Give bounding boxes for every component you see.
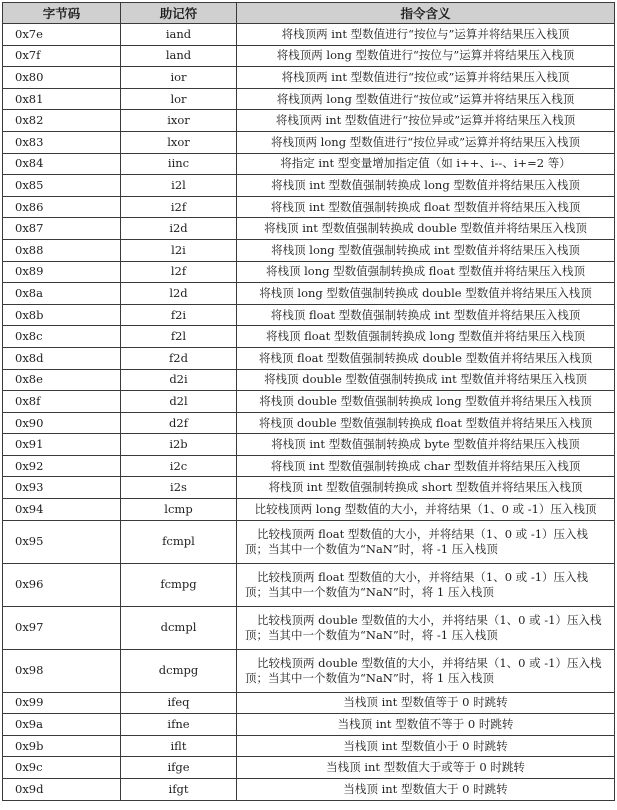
table-row [3, 779, 615, 801]
meaning-cell: 比较栈顶两 double 型数值的大小，并将结果（1、0 或 -1）压入栈顶；当其中一个数值为“NaN”时，将 1 压入栈顶 [237, 649, 615, 692]
bytecode-cell: 0x7f [3, 45, 121, 67]
header-meaning: 指令含义 [237, 3, 615, 24]
bytecode-cell: 0x88 [3, 239, 121, 261]
bytecode-cell: 0x94 [3, 499, 121, 521]
mnemonic-cell: i2f [121, 196, 237, 218]
meaning-cell: 将栈顶 int 型数值强制转换成 short 型数值并将结果压入栈顶 [237, 477, 615, 499]
table-row [3, 649, 615, 692]
bytecode-cell: 0x99 [3, 692, 121, 714]
mnemonic-cell: l2f [121, 261, 237, 283]
meaning-cell: 将栈顶 double 型数值强制转换成 int 型数值并将结果压入栈顶 [237, 369, 615, 391]
bytecode-cell: 0x91 [3, 434, 121, 456]
header-bytecode: 字节码 [3, 3, 121, 24]
table-row [3, 304, 615, 326]
mnemonic-cell: ifeq [121, 692, 237, 714]
table-row [3, 714, 615, 736]
table-row [3, 606, 615, 649]
bytecode-cell: 0x89 [3, 261, 121, 283]
bytecode-cell: 0x98 [3, 649, 121, 692]
meaning-cell: 将栈顶 double 型数值强制转换成 long 型数值并将结果压入栈顶 [237, 391, 615, 413]
mnemonic-cell: iand [121, 24, 237, 46]
bytecode-cell: 0x86 [3, 196, 121, 218]
meaning-cell: 将栈顶 double 型数值强制转换成 float 型数值并将结果压入栈顶 [237, 412, 615, 434]
mnemonic-cell: dcmpl [121, 606, 237, 649]
mnemonic-cell: fcmpg [121, 563, 237, 606]
mnemonic-cell: lxor [121, 131, 237, 153]
bytecode-cell: 0x7e [3, 24, 121, 46]
mnemonic-cell: d2l [121, 391, 237, 413]
meaning-cell: 将栈顶 float 型数值强制转换成 double 型数值并将结果压入栈顶 [237, 347, 615, 369]
meaning-cell: 当栈顶 int 型数值大于或等于 0 时跳转 [237, 757, 615, 779]
bytecode-cell: 0x8b [3, 304, 121, 326]
bytecode-cell: 0x8c [3, 326, 121, 348]
table-row [3, 88, 615, 110]
table-row [3, 499, 615, 521]
header-mnemonic: 助记符 [121, 3, 237, 24]
bytecode-instruction-table-page [2, 2, 614, 801]
mnemonic-cell: ifge [121, 757, 237, 779]
table-row [3, 261, 615, 283]
mnemonic-cell: dcmpg [121, 649, 237, 692]
meaning-cell: 将栈顶两 long 型数值进行“按位与”运算并将结果压入栈顶 [237, 45, 615, 67]
meaning-cell: 将栈顶 int 型数值强制转换成 char 型数值并将结果压入栈顶 [237, 455, 615, 477]
table-row [3, 735, 615, 757]
mnemonic-cell: ifne [121, 714, 237, 736]
table-row [3, 239, 615, 261]
bytecode-cell: 0x83 [3, 131, 121, 153]
mnemonic-cell: i2b [121, 434, 237, 456]
table-row [3, 412, 615, 434]
mnemonic-cell: iinc [121, 153, 237, 175]
meaning-cell: 将栈顶 float 型数值强制转换成 int 型数值并将结果压入栈顶 [237, 304, 615, 326]
meaning-cell: 将栈顶两 int 型数值进行“按位或”运算并将结果压入栈顶 [237, 67, 615, 89]
table-row [3, 434, 615, 456]
table-row [3, 326, 615, 348]
meaning-cell: 将栈顶两 long 型数值进行“按位或”运算并将结果压入栈顶 [237, 88, 615, 110]
meaning-cell: 将栈顶 int 型数值强制转换成 float 型数值并将结果压入栈顶 [237, 196, 615, 218]
bytecode-cell: 0x9c [3, 757, 121, 779]
bytecode-cell: 0x92 [3, 455, 121, 477]
meaning-cell: 将栈顶 long 型数值强制转换成 int 型数值并将结果压入栈顶 [237, 239, 615, 261]
mnemonic-cell: i2s [121, 477, 237, 499]
table-row [3, 391, 615, 413]
table-row [3, 757, 615, 779]
bytecode-cell: 0x90 [3, 412, 121, 434]
mnemonic-cell: f2i [121, 304, 237, 326]
table-row [3, 175, 615, 197]
table-row [3, 67, 615, 89]
mnemonic-cell: land [121, 45, 237, 67]
table-row [3, 455, 615, 477]
bytecode-cell: 0x9b [3, 735, 121, 757]
bytecode-cell: 0x8e [3, 369, 121, 391]
bytecode-cell: 0x9a [3, 714, 121, 736]
bytecode-cell: 0x80 [3, 67, 121, 89]
bytecode-cell: 0x8d [3, 347, 121, 369]
meaning-cell: 当栈顶 int 型数值等于 0 时跳转 [237, 692, 615, 714]
bytecode-cell: 0x82 [3, 110, 121, 132]
table-body [3, 24, 615, 801]
bytecode-cell: 0x8f [3, 391, 121, 413]
mnemonic-cell: l2i [121, 239, 237, 261]
table-row [3, 153, 615, 175]
bytecode-cell: 0x87 [3, 218, 121, 240]
bytecode-cell: 0x93 [3, 477, 121, 499]
bytecode-instruction-table [2, 2, 615, 801]
meaning-cell: 将栈顶两 int 型数值进行“按位异或”运算并将结果压入栈顶 [237, 110, 615, 132]
meaning-cell: 当栈顶 int 型数值不等于 0 时跳转 [237, 714, 615, 736]
table-row [3, 196, 615, 218]
table-header [3, 3, 615, 24]
bytecode-cell: 0x9d [3, 779, 121, 801]
table-row [3, 520, 615, 563]
mnemonic-cell: d2f [121, 412, 237, 434]
table-row [3, 692, 615, 714]
mnemonic-cell: lcmp [121, 499, 237, 521]
bytecode-cell: 0x96 [3, 563, 121, 606]
table-row [3, 563, 615, 606]
mnemonic-cell: iflt [121, 735, 237, 757]
table-row [3, 24, 615, 46]
meaning-cell: 将指定 int 型变量增加指定值（如 i++、i--、i+=2 等） [237, 153, 615, 175]
mnemonic-cell: l2d [121, 283, 237, 305]
meaning-cell: 将栈顶 float 型数值强制转换成 long 型数值并将结果压入栈顶 [237, 326, 615, 348]
meaning-cell: 将栈顶 long 型数值强制转换成 float 型数值并将结果压入栈顶 [237, 261, 615, 283]
meaning-cell: 比较栈顶两 double 型数值的大小，并将结果（1、0 或 -1）压入栈顶；当其中一个数值为“NaN”时，将 -1 压入栈顶 [237, 606, 615, 649]
mnemonic-cell: ixor [121, 110, 237, 132]
bytecode-cell: 0x81 [3, 88, 121, 110]
table-row [3, 45, 615, 67]
mnemonic-cell: fcmpl [121, 520, 237, 563]
meaning-cell: 比较栈顶两 long 型数值的大小，并将结果（1、0 或 -1）压入栈顶 [237, 499, 615, 521]
meaning-cell: 当栈顶 int 型数值大于 0 时跳转 [237, 779, 615, 801]
mnemonic-cell: i2l [121, 175, 237, 197]
meaning-cell: 将栈顶 int 型数值强制转换成 double 型数值并将结果压入栈顶 [237, 218, 615, 240]
meaning-cell: 将栈顶两 int 型数值进行“按位与”运算并将结果压入栈顶 [237, 24, 615, 46]
mnemonic-cell: i2c [121, 455, 237, 477]
meaning-cell: 将栈顶 long 型数值强制转换成 double 型数值并将结果压入栈顶 [237, 283, 615, 305]
bytecode-cell: 0x85 [3, 175, 121, 197]
meaning-cell: 比较栈顶两 float 型数值的大小，并将结果（1、0 或 -1）压入栈顶；当其中一个数值为“NaN”时，将 1 压入栈顶 [237, 563, 615, 606]
table-row [3, 131, 615, 153]
mnemonic-cell: i2d [121, 218, 237, 240]
meaning-cell: 比较栈顶两 float 型数值的大小，并将结果（1、0 或 -1）压入栈顶；当其中一个数值为“NaN”时，将 -1 压入栈顶 [237, 520, 615, 563]
bytecode-cell: 0x8a [3, 283, 121, 305]
table-row [3, 283, 615, 305]
bytecode-cell: 0x84 [3, 153, 121, 175]
table-row [3, 369, 615, 391]
meaning-cell: 将栈顶两 long 型数值进行“按位异或”运算并将结果压入栈顶 [237, 131, 615, 153]
table-row [3, 110, 615, 132]
mnemonic-cell: ior [121, 67, 237, 89]
mnemonic-cell: lor [121, 88, 237, 110]
table-row [3, 477, 615, 499]
mnemonic-cell: f2d [121, 347, 237, 369]
mnemonic-cell: d2i [121, 369, 237, 391]
bytecode-cell: 0x95 [3, 520, 121, 563]
mnemonic-cell: ifgt [121, 779, 237, 801]
bytecode-cell: 0x97 [3, 606, 121, 649]
meaning-cell: 将栈顶 int 型数值强制转换成 byte 型数值并将结果压入栈顶 [237, 434, 615, 456]
meaning-cell: 将栈顶 int 型数值强制转换成 long 型数值并将结果压入栈顶 [237, 175, 615, 197]
table-row [3, 218, 615, 240]
table-row [3, 347, 615, 369]
mnemonic-cell: f2l [121, 326, 237, 348]
meaning-cell: 当栈顶 int 型数值小于 0 时跳转 [237, 735, 615, 757]
header-row [3, 3, 615, 24]
